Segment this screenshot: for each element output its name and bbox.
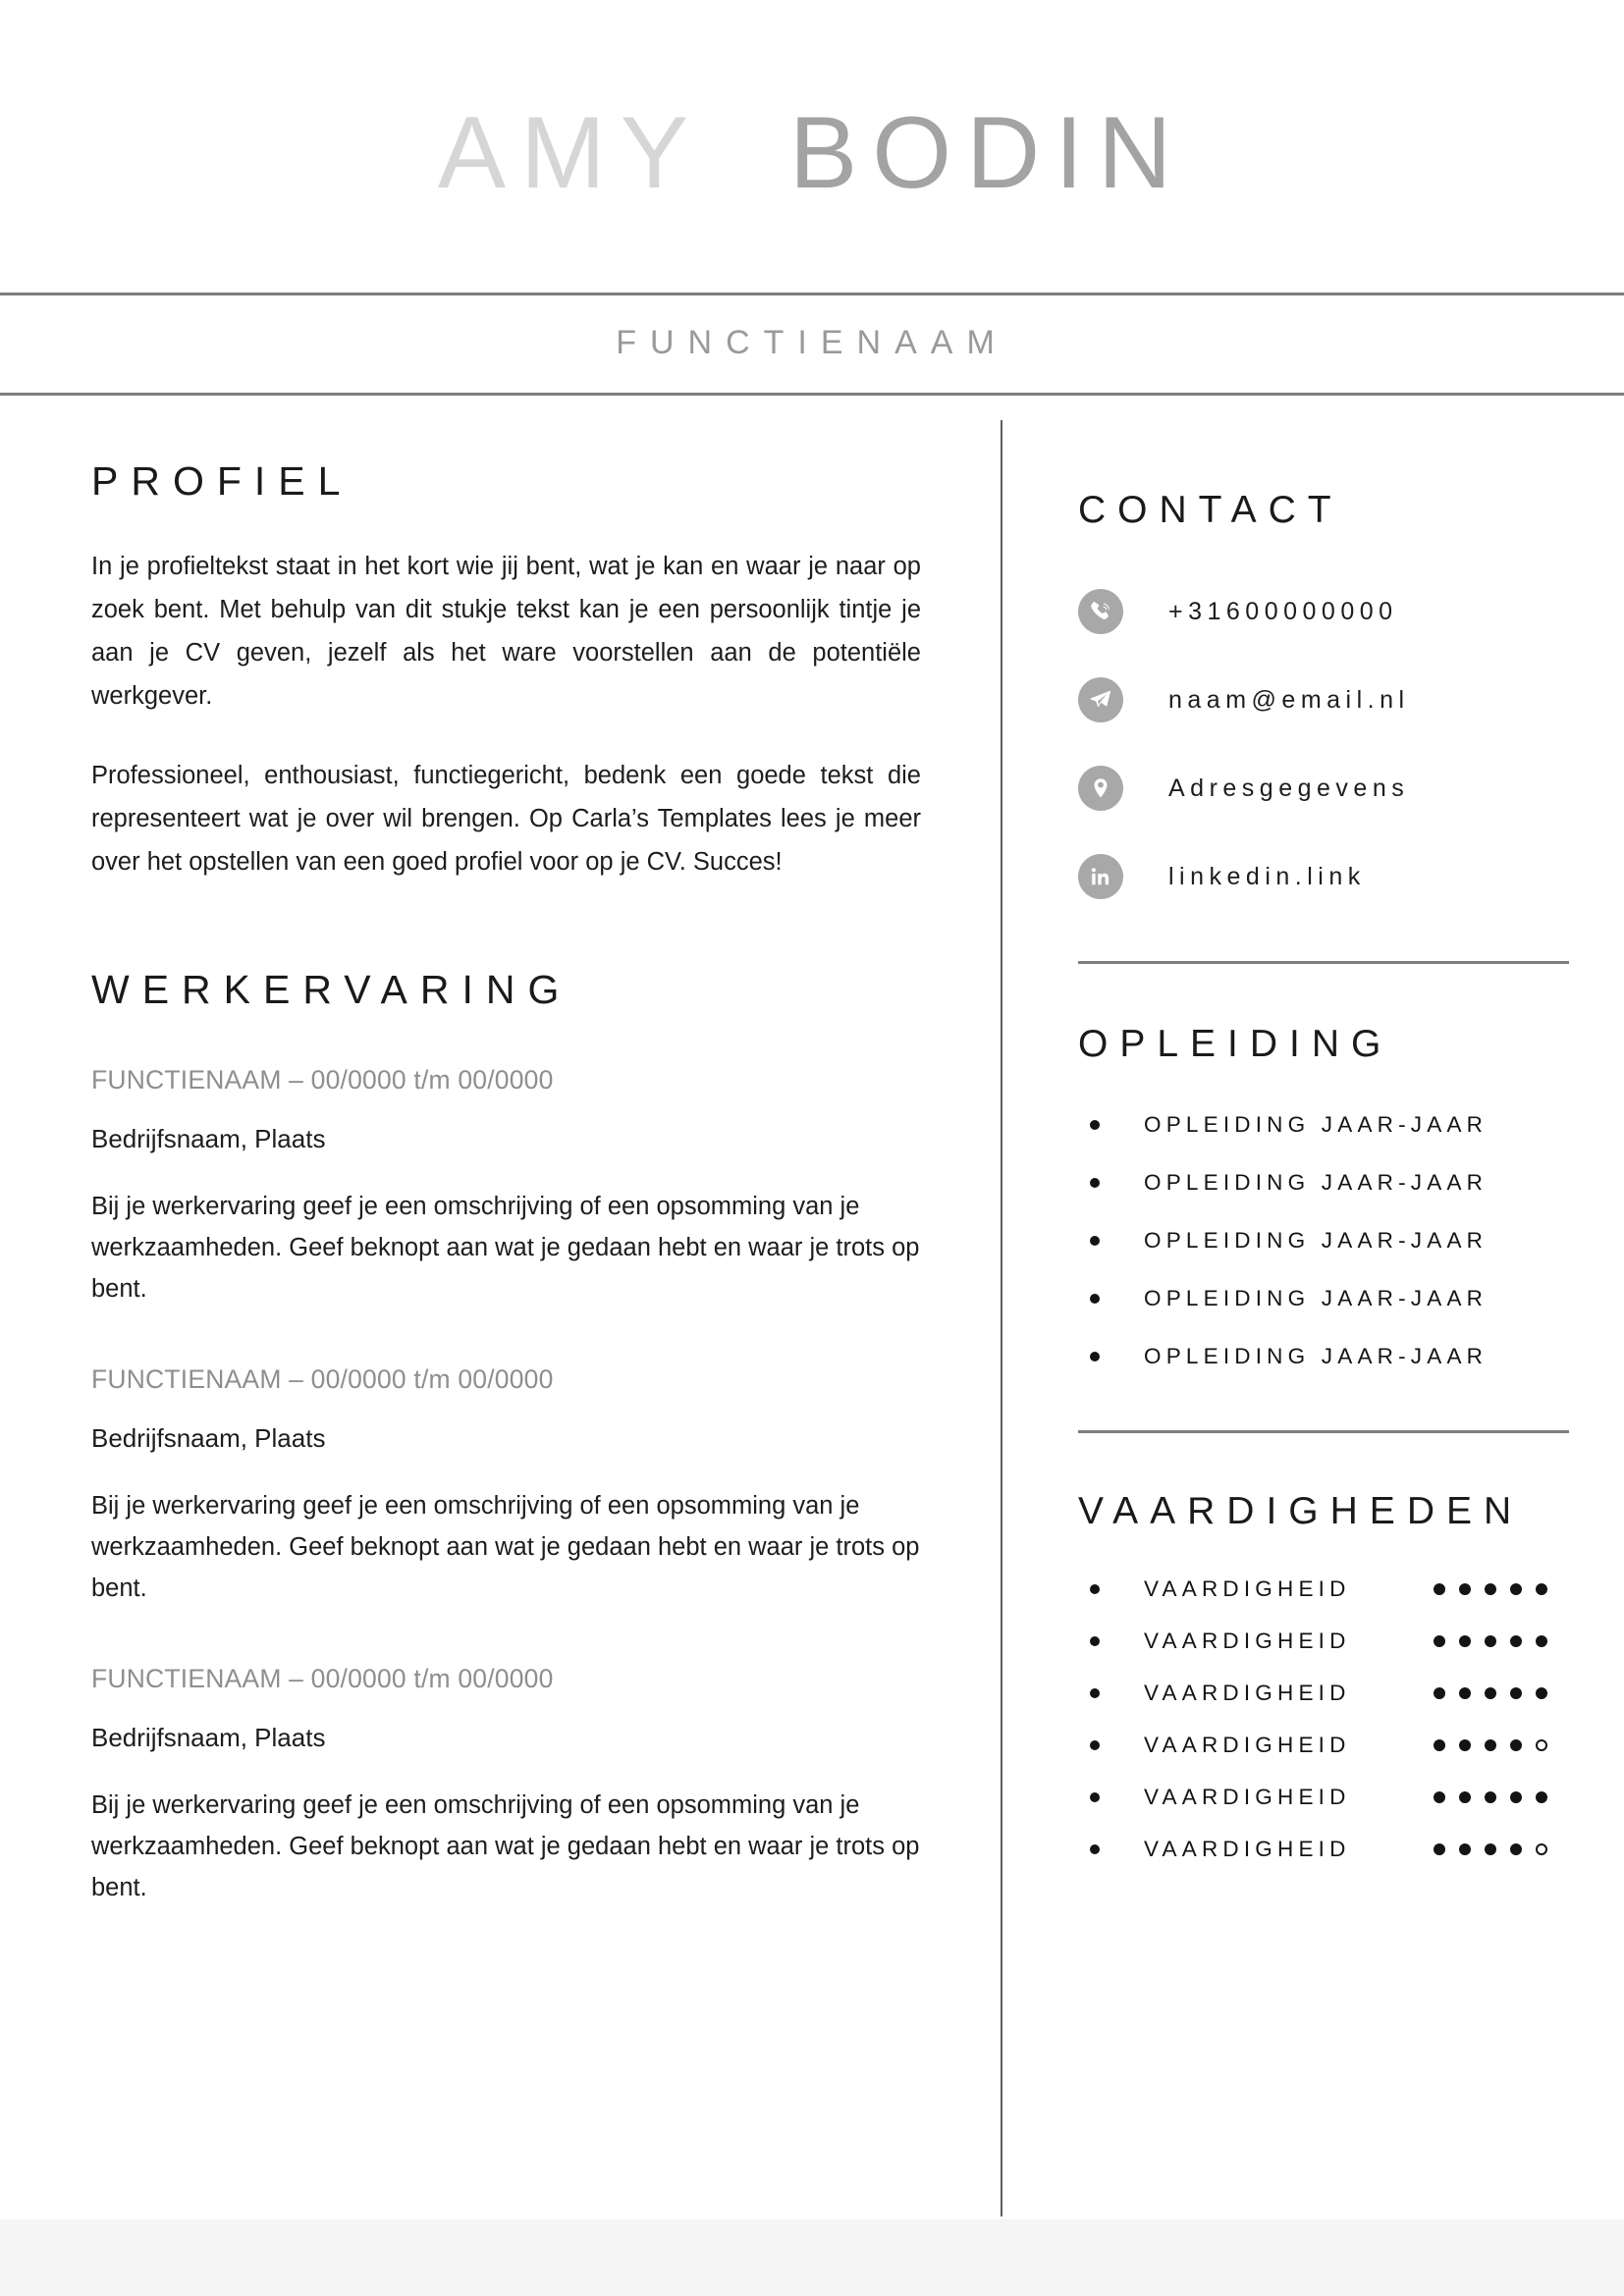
bullet-icon (1090, 1294, 1100, 1304)
skill-rating (1434, 1843, 1569, 1855)
job-description: Bij je werkervaring geef je een omschrijving of een opsomming van je werkzaamheden. Geef beknopt aan wat je gedaan hebt en waar je trots op bent. (91, 1791, 920, 1902)
skill-rating (1434, 1635, 1569, 1647)
rating-dot-filled (1510, 1791, 1522, 1803)
skill-label: VAARDIGHEID (1144, 1681, 1351, 1705)
job-title: FUNCTIENAAM – 00/0000 t/m 00/0000 (91, 1664, 554, 1694)
bullet-icon (1090, 1688, 1100, 1698)
rating-dot-filled (1434, 1791, 1445, 1803)
rating-dot-filled (1510, 1687, 1522, 1699)
education-label: OPLEIDING JAAR-JAAR (1144, 1112, 1489, 1137)
list-item (1078, 1785, 1569, 1810)
list-item (1078, 1681, 1569, 1706)
linkedin-icon (1078, 854, 1123, 899)
name-space (703, 96, 789, 210)
rating-dot-filled (1485, 1583, 1496, 1595)
rating-dot-filled (1434, 1635, 1445, 1647)
bullet-icon (1090, 1178, 1100, 1188)
list-item (1078, 1837, 1569, 1862)
rating-dot-filled (1459, 1791, 1471, 1803)
bullet-icon (1090, 1844, 1100, 1854)
column-separator (1001, 420, 1002, 2216)
page-title: FUNCTIENAAM (616, 324, 1008, 361)
contact-list (1078, 586, 1569, 902)
skill-rating (1434, 1583, 1569, 1595)
rating-dot-filled (1510, 1739, 1522, 1751)
profile-paragraph-1: In je profieltekst staat in het kort wie jij bent, wat je kan en waar je naar op zoek bent. Met behulp van dit stukje tekst kan je een persoonlijk tintje je aan je CV geven, jezelf als het ware voorstellen aan de potentiële werkgever. (91, 553, 921, 710)
rating-dot-filled (1510, 1635, 1522, 1647)
list-item (1078, 1733, 1569, 1758)
contact-item-email[interactable] (1078, 674, 1569, 725)
email-icon (1078, 677, 1123, 722)
header-divider-top (0, 293, 1624, 295)
education-label: OPLEIDING JAAR-JAAR (1144, 1286, 1489, 1310)
rating-dot-filled (1536, 1791, 1547, 1803)
list-item (1078, 1170, 1569, 1196)
cv-header (0, 0, 1624, 397)
bullet-icon (1090, 1236, 1100, 1246)
rating-dot-empty (1536, 1843, 1547, 1855)
skill-label: VAARDIGHEID (1144, 1733, 1351, 1757)
rating-dot-filled (1434, 1687, 1445, 1699)
rating-dot-filled (1434, 1843, 1445, 1855)
header-divider-bottom (0, 393, 1624, 396)
section-heading-vaardigheden: VAARDIGHEDEN (1078, 1490, 1524, 1532)
rating-dot-filled (1510, 1843, 1522, 1855)
last-name: BODIN (788, 96, 1187, 210)
skill-label: VAARDIGHEID (1144, 1837, 1351, 1861)
list-item (1078, 1576, 1569, 1602)
skill-label: VAARDIGHEID (1144, 1576, 1351, 1601)
education-list (1078, 1112, 1569, 1369)
section-heading-werkervaring: WERKERVARING (91, 967, 572, 1013)
rating-dot-filled (1485, 1635, 1496, 1647)
footer-strip (0, 2219, 1624, 2296)
job-title: FUNCTIENAAM – 00/0000 t/m 00/0000 (91, 1364, 554, 1395)
job-entry (91, 1364, 936, 1609)
contact-phone-value: +31600000000 (1168, 597, 1398, 625)
profile-paragraph-2: Professioneel, enthousiast, functiegericht, bedenk een goede tekst die representeert wat je over wil brengen. Op Carla’s Templates lees je meer over het opstellen van een goed profiel voor op je CV. Succes! (91, 762, 921, 877)
bullet-icon (1090, 1792, 1100, 1802)
rating-dot-filled (1459, 1583, 1471, 1595)
bullet-icon (1090, 1636, 1100, 1646)
list-item (1078, 1629, 1569, 1654)
divider-contact-education (1078, 961, 1569, 964)
job-company: Bedrijfsnaam, Plaats (91, 1723, 326, 1753)
right-column (1078, 491, 1569, 1889)
skill-rating (1434, 1791, 1569, 1803)
rating-dot-filled (1536, 1635, 1547, 1647)
job-entry (91, 1664, 936, 1908)
education-label: OPLEIDING JAAR-JAAR (1144, 1344, 1489, 1368)
rating-dot-empty (1536, 1739, 1547, 1751)
rating-dot-filled (1536, 1687, 1547, 1699)
list-item (1078, 1344, 1569, 1369)
contact-linkedin-value: linkedin.link (1168, 862, 1366, 890)
contact-email-value: naam@email.nl (1168, 685, 1410, 714)
bullet-icon (1090, 1584, 1100, 1594)
rating-dot-filled (1459, 1843, 1471, 1855)
rating-dot-filled (1459, 1739, 1471, 1751)
rating-dot-filled (1485, 1843, 1496, 1855)
rating-dot-filled (1434, 1583, 1445, 1595)
education-label: OPLEIDING JAAR-JAAR (1144, 1170, 1489, 1195)
contact-item-address[interactable] (1078, 763, 1569, 814)
section-heading-contact: CONTACT (1078, 489, 1343, 531)
contact-item-linkedin[interactable] (1078, 851, 1569, 902)
left-column (91, 458, 936, 1909)
job-description: Bij je werkervaring geef je een omschrijving of een opsomming van je werkzaamheden. Geef beknopt aan wat je gedaan hebt en waar je trots op bent. (91, 1193, 920, 1304)
divider-education-skills (1078, 1430, 1569, 1433)
section-heading-opleiding: OPLEIDING (1078, 1023, 1393, 1065)
job-title: FUNCTIENAAM – 00/0000 t/m 00/0000 (91, 1065, 554, 1095)
candidate-name (0, 96, 1624, 210)
bullet-icon (1090, 1740, 1100, 1750)
contact-item-phone[interactable] (1078, 586, 1569, 637)
rating-dot-filled (1434, 1739, 1445, 1751)
job-description: Bij je werkervaring geef je een omschrijving of een opsomming van je werkzaamheden. Geef beknopt aan wat je gedaan hebt en waar je trots op bent. (91, 1492, 920, 1603)
rating-dot-filled (1485, 1739, 1496, 1751)
contact-address-value: Adresgegevens (1168, 774, 1410, 802)
job-entry (91, 1065, 936, 1309)
bullet-icon (1090, 1352, 1100, 1362)
first-name: AMY (437, 96, 704, 210)
list-item (1078, 1228, 1569, 1254)
location-icon (1078, 766, 1123, 811)
rating-dot-filled (1510, 1583, 1522, 1595)
section-heading-profiel: PROFIEL (91, 458, 353, 504)
education-label: OPLEIDING JAAR-JAAR (1144, 1228, 1489, 1253)
bullet-icon (1090, 1120, 1100, 1130)
rating-dot-filled (1459, 1635, 1471, 1647)
rating-dot-filled (1485, 1687, 1496, 1699)
rating-dot-filled (1459, 1687, 1471, 1699)
skill-label: VAARDIGHEID (1144, 1629, 1351, 1653)
rating-dot-filled (1536, 1583, 1547, 1595)
skill-rating (1434, 1687, 1569, 1699)
skill-label: VAARDIGHEID (1144, 1785, 1351, 1809)
list-item (1078, 1112, 1569, 1138)
list-item (1078, 1286, 1569, 1311)
skills-list (1078, 1576, 1569, 1862)
job-company: Bedrijfsnaam, Plaats (91, 1422, 326, 1453)
skill-rating (1434, 1739, 1569, 1751)
phone-icon (1078, 589, 1123, 634)
rating-dot-filled (1485, 1791, 1496, 1803)
job-company: Bedrijfsnaam, Plaats (91, 1123, 326, 1153)
